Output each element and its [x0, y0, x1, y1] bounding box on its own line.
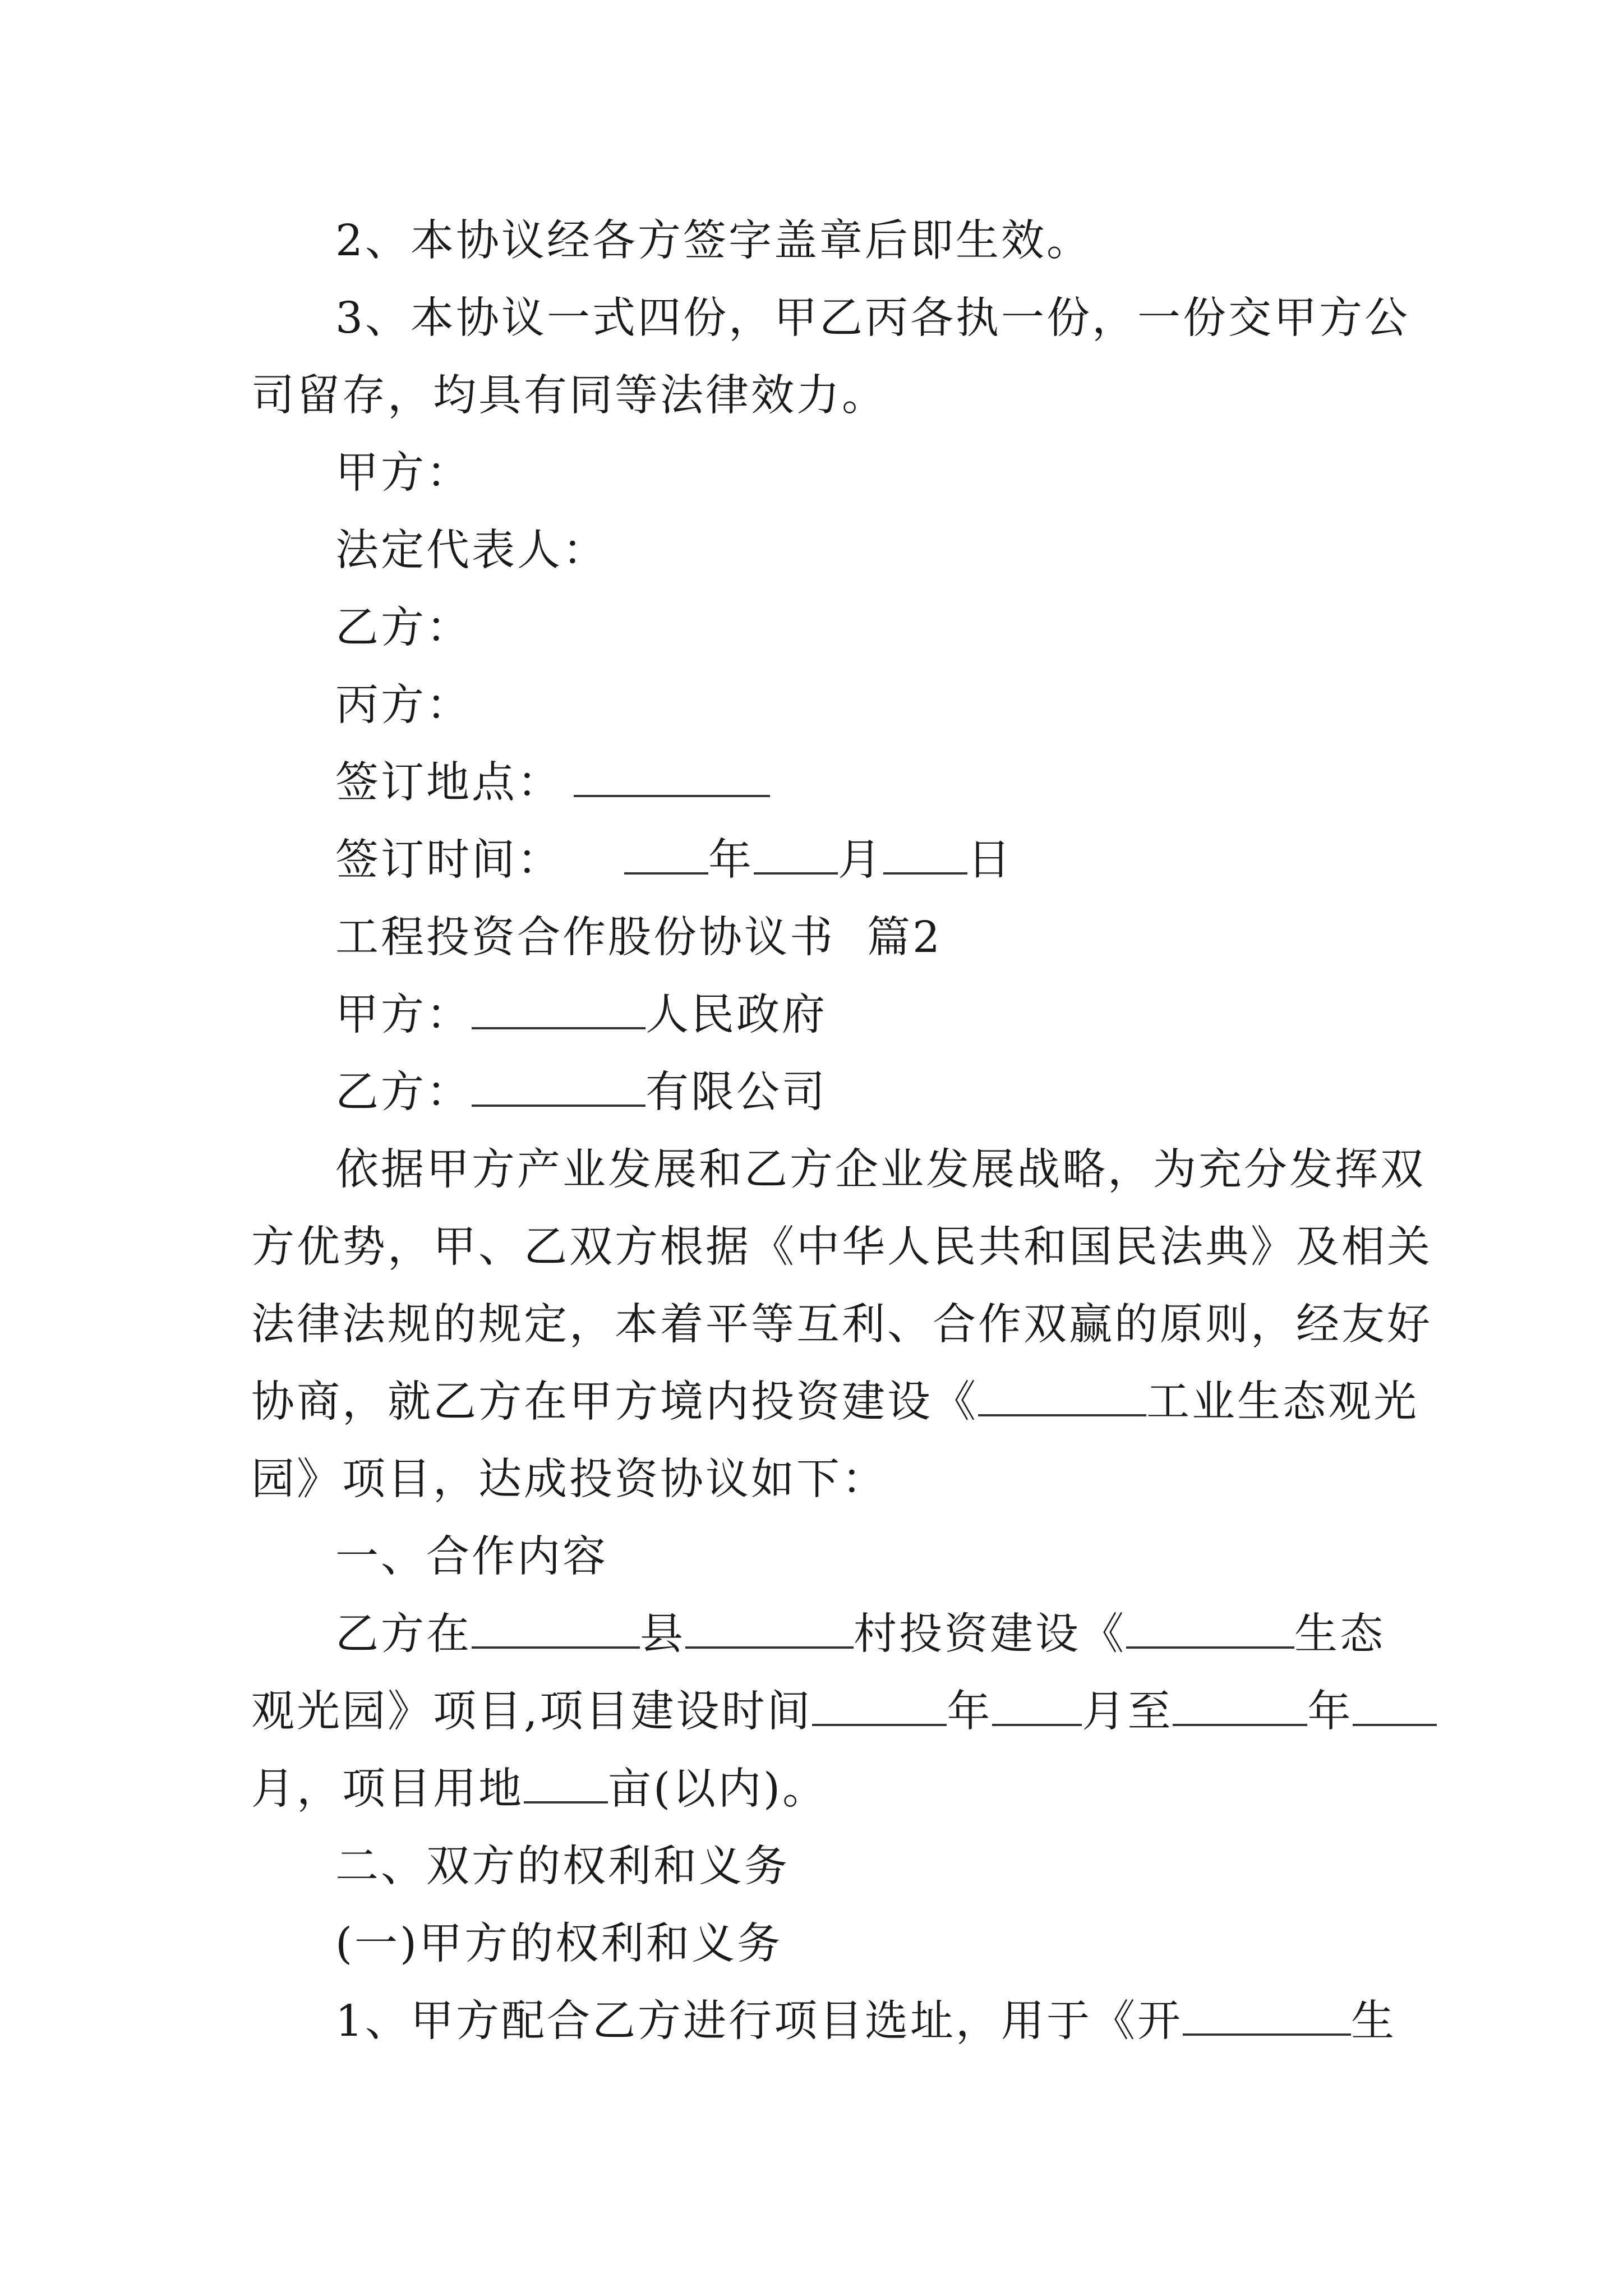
end-year-blank	[1173, 1685, 1307, 1726]
signature-legal-rep: 法定代表人：	[335, 526, 608, 576]
coop-text-c: 村投资建设《	[854, 1609, 1126, 1659]
park-name-blank	[978, 1375, 1146, 1416]
intro-line-5: 园》项目，达成投资协议如下：	[251, 1455, 887, 1504]
intro-line-4-end: 工业生态观光	[1146, 1377, 1419, 1427]
signature-party-a: 甲方：	[335, 448, 472, 498]
section-2-title: 工程投资合作股份协议书 篇2	[335, 913, 942, 963]
item-1-blank	[1183, 1994, 1351, 2036]
party-b-label: 乙方：	[335, 1068, 472, 1117]
clause-3-line-2: 司留存，均具有同等法律效力。	[251, 371, 887, 421]
year-label: 年	[708, 835, 754, 885]
end-month-blank	[1353, 1685, 1437, 1726]
signing-place-label: 签订地点：	[335, 758, 562, 808]
cooperation-line-3	[251, 1761, 828, 1818]
heading-rights-obligations: 二、双方的权利和义务	[335, 1842, 790, 1892]
clause-2: 2、本协议经各方签字盖章后即生效。	[335, 216, 1092, 266]
signing-time-label: 签订时间：	[335, 835, 562, 885]
coop2-text-a: 观光园》项目,项目建设时间	[251, 1687, 813, 1737]
start-year-blank	[812, 1685, 947, 1726]
coop3-text-b: 亩(以内)。	[608, 1764, 828, 1814]
heading-cooperation: 一、合作内容	[335, 1532, 608, 1582]
signing-place-line	[335, 755, 770, 811]
party-a-suffix: 人民政府	[645, 990, 827, 1040]
party-a-label: 甲方：	[335, 990, 472, 1040]
coop3-text-a: 月，项目用地	[251, 1764, 524, 1814]
party-b-suffix: 有限公司	[645, 1068, 827, 1117]
intro-line-4-start: 协商，就乙方在甲方境内投资建设《	[251, 1377, 978, 1427]
signing-time-line	[335, 832, 1013, 889]
item-1	[335, 1994, 1396, 2050]
county-blank	[472, 1607, 640, 1649]
item-1-text: 1、甲方配合乙方进行项目选址，用于《开	[335, 1996, 1183, 2046]
coop2-text-b: 年	[947, 1687, 993, 1737]
signature-party-b: 乙方：	[335, 603, 472, 653]
party-b-blank	[472, 1065, 645, 1107]
signature-party-c: 丙方：	[335, 680, 472, 730]
subheading-party-a-rights: (一)甲方的权利和义务	[335, 1919, 783, 1969]
intro-line-1: 依据甲方产业发展和乙方企业发展战略，为充分发挥双	[335, 1145, 1426, 1195]
coop2-text-d: 年	[1307, 1687, 1353, 1737]
land-area-blank	[524, 1762, 608, 1803]
intro-line-3: 法律法规的规定，本着平等互利、合作双赢的原则，经友好	[251, 1300, 1432, 1350]
month-label: 月	[838, 835, 883, 885]
clause-3-line-1: 3、本协议一式四份，甲乙丙各执一份，一份交甲方公	[335, 293, 1410, 343]
section-2-party-a	[335, 987, 827, 1043]
section-2-party-b	[335, 1065, 827, 1121]
start-month-blank	[992, 1685, 1082, 1726]
cooperation-line-2	[251, 1684, 1437, 1740]
coop-text-b: 县	[640, 1609, 685, 1659]
month-blank	[754, 833, 838, 875]
day-label: 日	[967, 835, 1013, 885]
coop2-text-c: 月至	[1082, 1687, 1173, 1737]
day-blank	[883, 833, 967, 875]
intro-line-2: 方优势，甲、乙双方根据《中华人民共和国民法典》及相关	[251, 1222, 1432, 1272]
village-blank	[685, 1607, 854, 1649]
year-blank	[624, 833, 708, 875]
signing-place-blank	[574, 756, 770, 797]
coop-text-a: 乙方在	[335, 1609, 472, 1659]
park-blank	[1126, 1607, 1294, 1649]
party-a-blank	[472, 988, 645, 1029]
item-1-end: 生	[1351, 1996, 1396, 2046]
intro-line-4	[251, 1374, 1419, 1430]
coop-text-d: 生态	[1294, 1609, 1385, 1659]
cooperation-line-1	[335, 1607, 1385, 1663]
